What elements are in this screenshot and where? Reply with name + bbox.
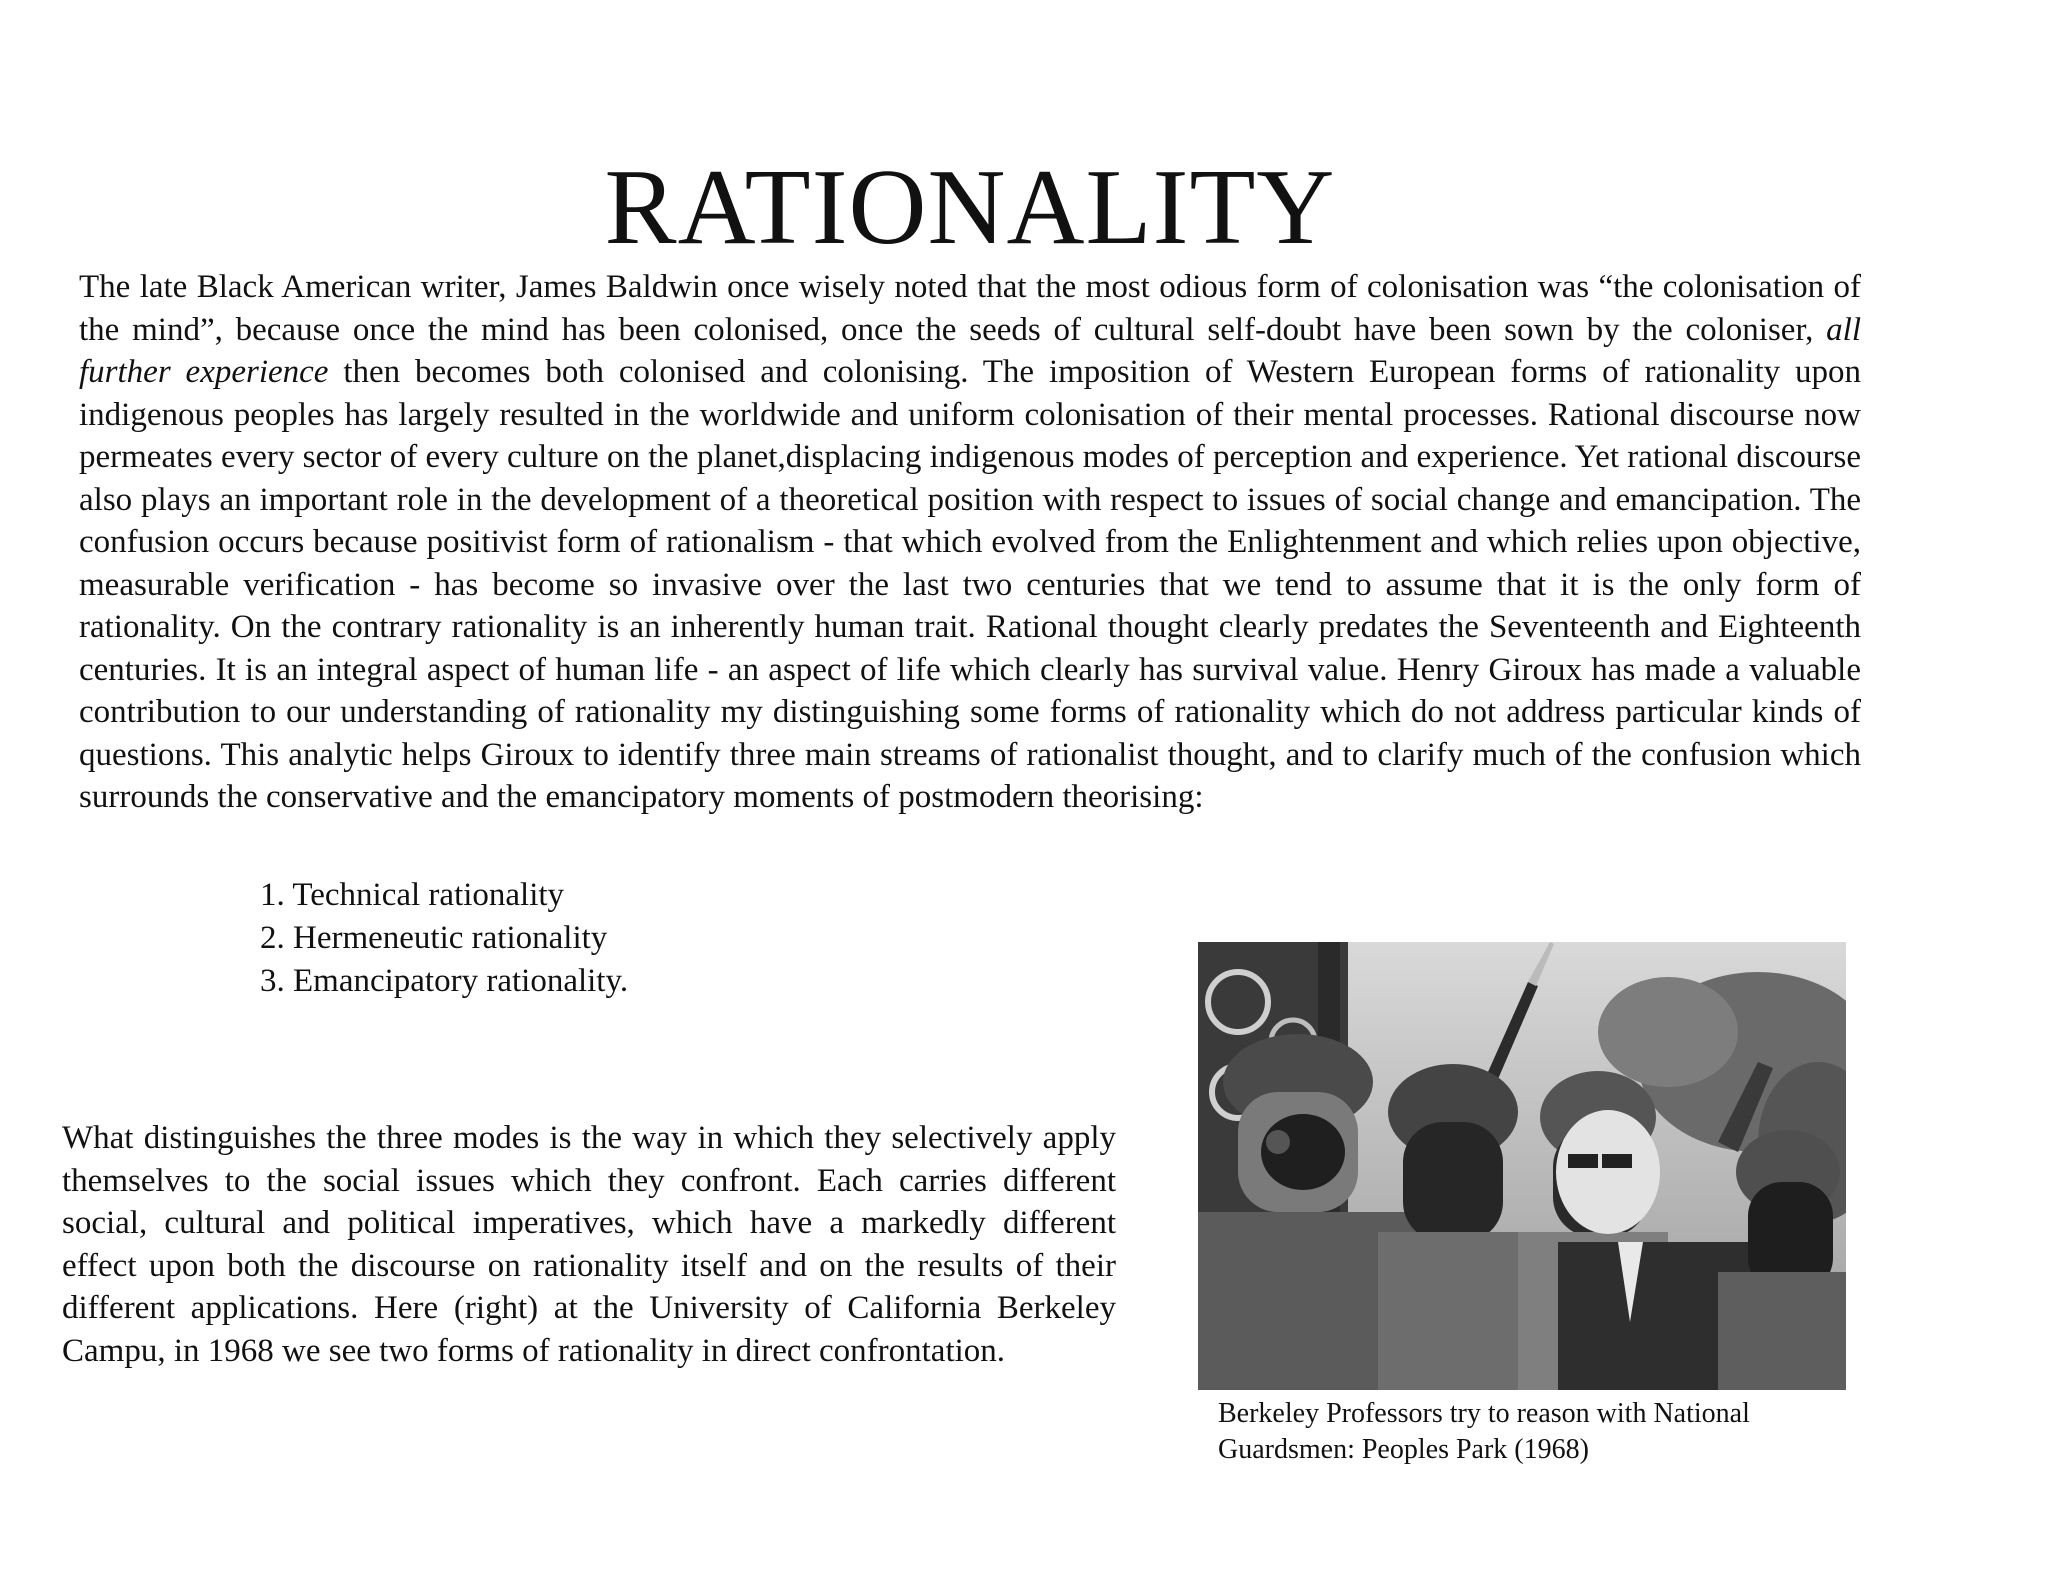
caption-line-1: Berkeley Professors try to reason with National [1218,1398,1750,1429]
mode-item-emancipatory: 3. Emancipatory rationality. [260,963,629,999]
rationality-modes-list [260,874,628,1003]
intro-emphasis: all further experience [79,311,1861,390]
intro-text-end: then becomes both colonised and colonising. The imposition of Western European forms of rationality upon indigenous peoples has largely resulted in the worldwide and uniform colonisation of their mental processes. Rational discourse now permeates every sector of every culture on the planet,displacing indigenous modes of perception and experience. Yet rational discourse also plays an important role in the development of a theoretical position with respect to issues of social change and emancipation. The confusion occurs because positivist form of rationalism - that which evolved from the Enlightenment and which relies upon objective, measurable verification - has become so invasive over the last two centuries that we tend to assume that it is the only form of rationality. On the contrary rationality is an inherently human trait. Rational thought clearly predates the Seventeenth and Eighteenth centuries. It is an integral aspect of human life - an aspect of life which clearly has survival value. Henry Giroux has made a valuable contribution to our understanding of rationality my distinguishing some forms of rationality which do not address particular kinds of questions. This analytic helps Giroux to identify three main streams of rationalist thought, and to clarify much of the confusion which surrounds the conservative and the emancipatory moments of postmodern theorising: [79,354,1861,815]
intro-text-start: The late Black American writer, James Baldwin once wisely noted that the most odious form of colonisation was “the colonisation of the mind”, because once the mind has been colonised, once the seeds of cultural self-doubt have been sown by the coloniser, [79,269,1861,348]
intro-paragraph [79,266,1861,819]
berkeley-photo [1198,942,1846,1390]
page-title: RATIONALITY [604,148,1336,267]
mode-item-hermeneutic: 2. Hermeneutic rationality [260,920,608,956]
mode-item-technical: 1. Technical rationality [260,877,565,913]
modes-paragraph: What distinguishes the three modes is the way in which they selectively apply themselves to the social issues which they confront. Each carries different social, cultural and political imperatives, which have a markedly different effect upon both the discourse on rationality itself and on the results of their different applications. Here (right) at the University of California Berkeley Campu, in 1968 we see two forms of rationality in direct confrontation. [62,1120,1116,1369]
caption-line-2: Guardsmen: Peoples Park (1968) [1218,1434,1589,1465]
photo-caption [1218,1396,1858,1468]
photo-illustration-icon [1198,942,1846,1390]
